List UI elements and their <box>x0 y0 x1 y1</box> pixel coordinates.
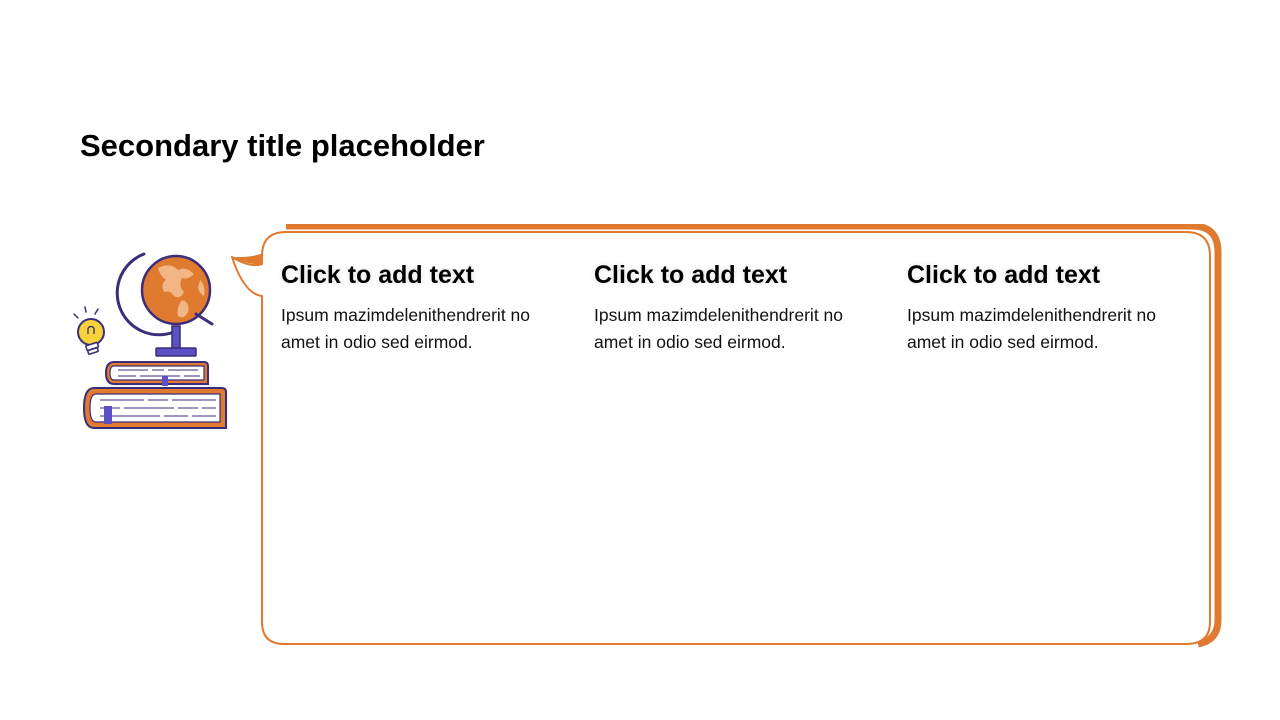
slide-title[interactable]: Secondary title placeholder <box>80 128 485 163</box>
column-body[interactable]: Ipsum mazimdelenithendrerit no amet in odio sed eirmod. <box>281 305 531 352</box>
column-heading[interactable]: Click to add text <box>907 261 1101 289</box>
column-heading[interactable]: Click to add text <box>281 261 475 289</box>
books-icon <box>84 362 226 428</box>
lightbulb-icon <box>74 307 104 354</box>
column-body[interactable]: Ipsum mazimdelenithendrerit no amet in odio sed eirmod. <box>594 305 844 352</box>
text-column-1[interactable] <box>281 256 571 356</box>
education-illustration <box>66 250 234 434</box>
globe-icon <box>117 254 212 356</box>
column-body[interactable]: Ipsum mazimdelenithendrerit no amet in odio sed eirmod. <box>907 305 1157 352</box>
column-heading[interactable]: Click to add text <box>594 261 788 289</box>
text-column-3[interactable] <box>907 256 1197 356</box>
text-column-2[interactable] <box>594 256 884 356</box>
